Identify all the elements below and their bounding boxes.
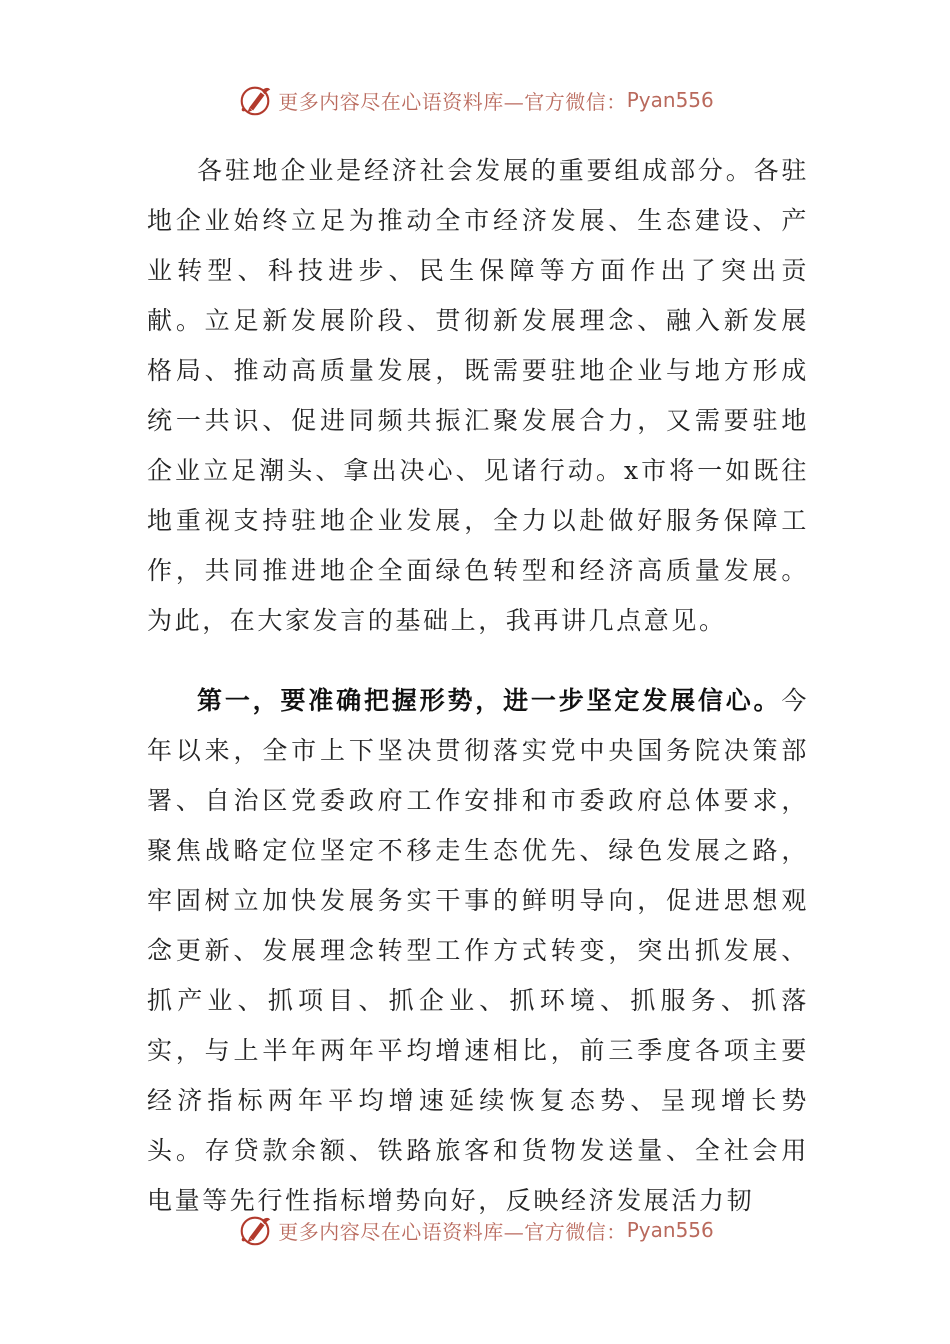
footer-banner-handle: Pyan556 (626, 1218, 714, 1242)
paragraph-first-point (147, 676, 809, 1226)
header-banner (0, 78, 950, 122)
pen-nib-logo-icon (236, 81, 274, 119)
first-point-text: 今年以来，全市上下坚决贯彻落实党中央国务院决策部署、自治区党委政府工作安排和市委政府总体要求，聚焦战略定位坚定不移走生态优先、绿色发展之路，牢固树立加快发展务实干事的鲜明导向，促进思想观念更新、发展理念转型工作方式转变，突出抓发展、抓产业、抓项目、抓企业、抓环境、抓服务、抓落实，与上半年两年平均增速相比，前三季度各项主要经济指标两年平均增速延续恢复态势、呈现增长势头。存贷款余额、铁路旅客和货物发送量、全社会用电量等先行性指标增势向好，反映经济发展活力韧 (147, 686, 809, 1215)
first-point-heading: 第一，要准确把握形势，进一步坚定发展信心。 (197, 686, 782, 715)
header-banner-text: 更多内容尽在心语资料库—官方微信： (278, 89, 627, 114)
footer-banner (0, 1208, 950, 1252)
pen-nib-logo-icon (236, 1211, 274, 1249)
header-banner-handle: Pyan556 (626, 88, 714, 112)
document-body (147, 146, 809, 1226)
footer-banner-text: 更多内容尽在心语资料库—官方微信： (278, 1219, 627, 1244)
paragraph-intro: 各驻地企业是经济社会发展的重要组成部分。各驻地企业始终立足为推动全市经济发展、生态建设、产业转型、科技进步、民生保障等方面作出了突出贡献。立足新发展阶段、贯彻新发展理念、融入新发展格局、推动高质量发展，既需要驻地企业与地方形成统一共识、促进同频共振汇聚发展合力，又需要驻地企业立足潮头、拿出决心、见诸行动。x市将一如既往地重视支持驻地企业发展，全力以赴做好服务保障工作，共同推进地企全面绿色转型和经济高质量发展。为此，在大家发言的基础上，我再讲几点意见。 (147, 156, 809, 635)
